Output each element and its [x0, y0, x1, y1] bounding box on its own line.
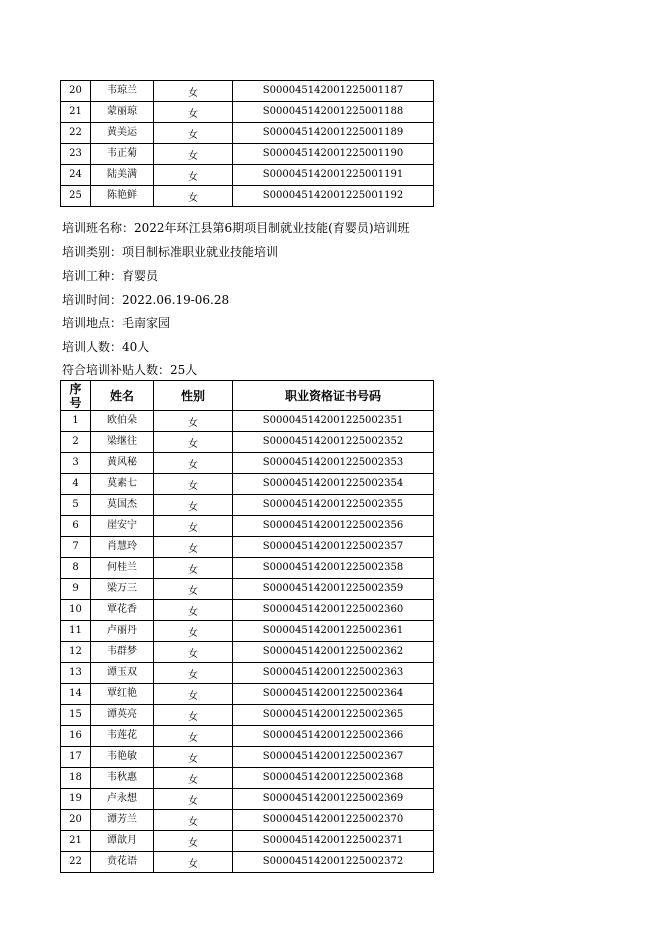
table-row — [61, 831, 434, 852]
seq-cell: 17 — [61, 747, 91, 768]
name-cell: 韦正菊 — [91, 144, 154, 165]
cert-cell: S000045142001225002360 — [233, 600, 434, 621]
table-row — [61, 600, 434, 621]
cert-cell: S000045142001225001187 — [233, 81, 434, 102]
seq-cell: 21 — [61, 102, 91, 123]
name-cell: 覃花香 — [91, 600, 154, 621]
gender-cell: 女 — [154, 684, 233, 705]
name-cell: 陈艳鲜 — [91, 186, 154, 207]
gender-cell: 女 — [154, 852, 233, 873]
table-row — [61, 165, 434, 186]
name-cell: 黄美运 — [91, 123, 154, 144]
table-row — [61, 81, 434, 102]
name-cell: 谭歆月 — [91, 831, 154, 852]
seq-cell: 10 — [61, 600, 91, 621]
cert-cell: S000045142001225001188 — [233, 102, 434, 123]
cert-cell: S000045142001225002361 — [233, 621, 434, 642]
name-cell: 韦琼兰 — [91, 81, 154, 102]
name-cell: 肖慧玲 — [91, 537, 154, 558]
table-row — [61, 558, 434, 579]
cert-cell: S000045142001225002358 — [233, 558, 434, 579]
table-row — [61, 144, 434, 165]
table-row — [61, 453, 434, 474]
gender-cell: 女 — [154, 621, 233, 642]
seq-cell: 14 — [61, 684, 91, 705]
cert-cell: S000045142001225002367 — [233, 747, 434, 768]
gender-cell: 女 — [154, 453, 233, 474]
training-location-line: 培训地点：毛南家园 — [62, 316, 171, 330]
cert-cell: S000045142001225002355 — [233, 495, 434, 516]
cert-cell: S000045142001225001190 — [233, 144, 434, 165]
name-cell: 谭英亮 — [91, 705, 154, 726]
seq-cell: 4 — [61, 474, 91, 495]
seq-cell: 15 — [61, 705, 91, 726]
table-row — [61, 684, 434, 705]
name-cell: 卢永想 — [91, 789, 154, 810]
gender-cell: 女 — [154, 102, 233, 123]
name-cell: 莫素七 — [91, 474, 154, 495]
header-seq: 序 号 — [61, 381, 91, 411]
seq-cell: 21 — [61, 831, 91, 852]
table-row — [61, 747, 434, 768]
gender-cell: 女 — [154, 579, 233, 600]
cert-cell: S000045142001225002362 — [233, 642, 434, 663]
name-cell: 韦群梦 — [91, 642, 154, 663]
cert-cell: S000045142001225001192 — [233, 186, 434, 207]
seq-cell: 19 — [61, 789, 91, 810]
cert-cell: S000045142001225002356 — [233, 516, 434, 537]
table-row — [61, 537, 434, 558]
cert-cell: S000045142001225001191 — [233, 165, 434, 186]
table-row — [61, 516, 434, 537]
seq-cell: 22 — [61, 123, 91, 144]
name-cell: 谭玉双 — [91, 663, 154, 684]
table-row — [61, 102, 434, 123]
table-row — [61, 123, 434, 144]
subsidy-count-line: 符合培训补贴人数：25人 — [62, 363, 198, 377]
name-cell: 贲花语 — [91, 852, 154, 873]
cert-cell: S000045142001225002363 — [233, 663, 434, 684]
cert-cell: S000045142001225002365 — [233, 705, 434, 726]
name-cell: 韦秋惠 — [91, 768, 154, 789]
seq-cell: 7 — [61, 537, 91, 558]
gender-cell: 女 — [154, 537, 233, 558]
table-row — [61, 726, 434, 747]
table-row — [61, 768, 434, 789]
training-trade-line: 培训工种：育婴员 — [62, 269, 159, 283]
seq-cell: 3 — [61, 453, 91, 474]
seq-cell: 8 — [61, 558, 91, 579]
gender-cell: 女 — [154, 165, 233, 186]
seq-cell: 2 — [61, 432, 91, 453]
gender-cell: 女 — [154, 432, 233, 453]
table-row — [61, 579, 434, 600]
cert-cell: S000045142001225002351 — [233, 411, 434, 432]
seq-cell: 23 — [61, 144, 91, 165]
gender-cell: 女 — [154, 726, 233, 747]
table-row — [61, 495, 434, 516]
gender-cell: 女 — [154, 474, 233, 495]
table-row — [61, 789, 434, 810]
cert-cell: S000045142001225002359 — [233, 579, 434, 600]
name-cell: 何桂兰 — [91, 558, 154, 579]
gender-cell: 女 — [154, 663, 233, 684]
name-cell: 韦艳敏 — [91, 747, 154, 768]
gender-cell: 女 — [154, 642, 233, 663]
gender-cell: 女 — [154, 789, 233, 810]
seq-cell: 13 — [61, 663, 91, 684]
gender-cell: 女 — [154, 81, 233, 102]
seq-cell: 16 — [61, 726, 91, 747]
name-cell: 陆美满 — [91, 165, 154, 186]
seq-cell: 20 — [61, 81, 91, 102]
class-name-line: 培训班名称：2022年环江县第6期项目制就业技能(育婴员)培训班 — [62, 221, 410, 235]
cert-cell: S000045142001225002372 — [233, 852, 434, 873]
seq-cell: 1 — [61, 411, 91, 432]
name-cell: 黄风秘 — [91, 453, 154, 474]
name-cell: 梁继往 — [91, 432, 154, 453]
gender-cell: 女 — [154, 186, 233, 207]
cert-cell: S000045142001225002370 — [233, 810, 434, 831]
name-cell: 梁万三 — [91, 579, 154, 600]
table-row — [61, 852, 434, 873]
seq-cell: 24 — [61, 165, 91, 186]
gender-cell: 女 — [154, 516, 233, 537]
gender-cell: 女 — [154, 411, 233, 432]
trainee-count-line: 培训人数：40人 — [62, 340, 150, 354]
gender-cell: 女 — [154, 495, 233, 516]
header-gender: 性别 — [154, 381, 233, 411]
header-cert: 职业资格证书号码 — [233, 381, 434, 411]
table-row — [61, 705, 434, 726]
cert-cell: S000045142001225002366 — [233, 726, 434, 747]
training-category-line: 培训类别：项目制标准职业就业技能培训 — [62, 245, 279, 259]
name-cell: 韦莲花 — [91, 726, 154, 747]
name-cell: 卢丽丹 — [91, 621, 154, 642]
name-cell: 崖安宁 — [91, 516, 154, 537]
name-cell: 蒙丽琼 — [91, 102, 154, 123]
name-cell: 覃红艳 — [91, 684, 154, 705]
table-row — [61, 663, 434, 684]
cert-cell: S000045142001225002369 — [233, 789, 434, 810]
cert-cell: S000045142001225002371 — [233, 831, 434, 852]
seq-cell: 6 — [61, 516, 91, 537]
training-time-line: 培训时间：2022.06.19-06.28 — [62, 293, 230, 307]
seq-cell: 11 — [61, 621, 91, 642]
trainee-table — [60, 380, 434, 873]
seq-cell: 9 — [61, 579, 91, 600]
name-cell: 莫国杰 — [91, 495, 154, 516]
cert-cell: S000045142001225002368 — [233, 768, 434, 789]
table-row — [61, 186, 434, 207]
cert-cell: S000045142001225002354 — [233, 474, 434, 495]
table-row — [61, 810, 434, 831]
gender-cell: 女 — [154, 600, 233, 621]
table-header-row — [61, 381, 434, 411]
gender-cell: 女 — [154, 123, 233, 144]
cert-cell: S000045142001225002353 — [233, 453, 434, 474]
gender-cell: 女 — [154, 810, 233, 831]
gender-cell: 女 — [154, 705, 233, 726]
name-cell: 谭芳兰 — [91, 810, 154, 831]
seq-cell: 25 — [61, 186, 91, 207]
seq-cell: 18 — [61, 768, 91, 789]
seq-cell: 20 — [61, 810, 91, 831]
seq-cell: 5 — [61, 495, 91, 516]
gender-cell: 女 — [154, 831, 233, 852]
seq-cell: 22 — [61, 852, 91, 873]
header-name: 姓名 — [91, 381, 154, 411]
gender-cell: 女 — [154, 768, 233, 789]
table-row — [61, 642, 434, 663]
table-row — [61, 474, 434, 495]
name-cell: 欧伯朵 — [91, 411, 154, 432]
cert-cell: S000045142001225002357 — [233, 537, 434, 558]
cert-cell: S000045142001225002352 — [233, 432, 434, 453]
table-row — [61, 621, 434, 642]
table-row — [61, 432, 434, 453]
cert-cell: S000045142001225002364 — [233, 684, 434, 705]
cert-cell: S000045142001225001189 — [233, 123, 434, 144]
previous-page-table — [60, 80, 434, 207]
gender-cell: 女 — [154, 558, 233, 579]
gender-cell: 女 — [154, 747, 233, 768]
table-row — [61, 411, 434, 432]
gender-cell: 女 — [154, 144, 233, 165]
seq-cell: 12 — [61, 642, 91, 663]
